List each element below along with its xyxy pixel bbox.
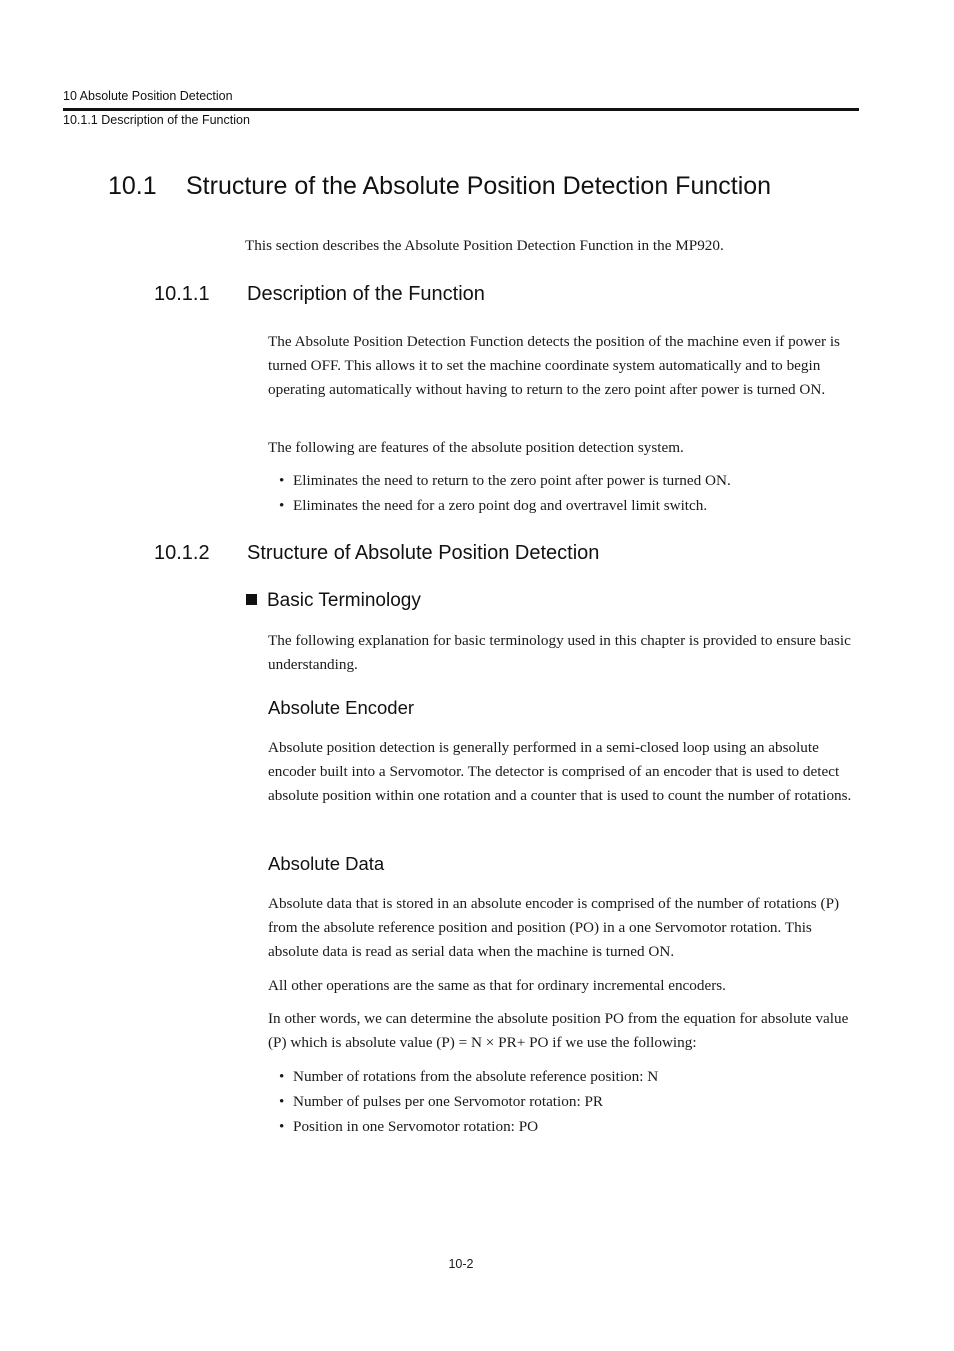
features-intro: The following are features of the absolute position detection system. bbox=[268, 439, 684, 456]
subsection-title-1: Description of the Function bbox=[247, 283, 485, 305]
subsection-number-1: 10.1.1 bbox=[154, 283, 210, 305]
equation-terms-list bbox=[279, 1064, 658, 1139]
subsection-heading-2 bbox=[154, 542, 599, 565]
absolute-data-paragraph-1: Absolute data that is stored in an absolute encoder is comprised of the number of rotations (P) from the absolute reference position and position (PO) in a one Servomotor rotation. This absolute data is read as serial data when the machine is turned ON. bbox=[268, 895, 840, 960]
square-bullet-icon bbox=[246, 594, 257, 605]
basic-terminology-heading: Basic Terminology bbox=[246, 590, 421, 612]
description-paragraph: The Absolute Position Detection Function detects the position of the machine even if power is turned OFF. This allows it to set the machine coordinate system automatically and to begin operating automatically without having to return to the zero point after power is turned ON. bbox=[268, 333, 840, 398]
subsection-number-2: 10.1.2 bbox=[154, 542, 210, 564]
absolute-data-heading: Absolute Data bbox=[268, 853, 385, 874]
running-header-section: 10.1.1 Description of the Function bbox=[63, 113, 250, 127]
header-rule bbox=[63, 108, 859, 111]
subsection-heading-1 bbox=[154, 283, 485, 306]
subsection-title-2: Structure of Absolute Position Detection bbox=[247, 542, 600, 564]
list-item: • Eliminates the need for a zero point dog and overtravel limit switch. bbox=[279, 497, 708, 514]
list-item: • Eliminates the need to return to the zero point after power is turned ON. bbox=[279, 472, 731, 489]
basic-terminology-paragraph: The following explanation for basic terminology used in this chapter is provided to ensure basic understanding. bbox=[268, 632, 851, 673]
absolute-data-paragraph-2: All other operations are the same as that for ordinary incremental encoders. bbox=[268, 977, 726, 994]
section-number: 10.1 bbox=[108, 172, 157, 200]
section-title: Structure of the Absolute Position Detection Function bbox=[186, 172, 772, 200]
section-intro: This section describes the Absolute Position Detection Function in the MP920. bbox=[245, 237, 724, 254]
list-item: • Position in one Servomotor rotation: PO bbox=[279, 1118, 539, 1135]
absolute-encoder-heading: Absolute Encoder bbox=[268, 697, 415, 718]
section-heading bbox=[108, 172, 771, 201]
absolute-data-paragraph-3: In other words, we can determine the absolute position PO from the equation for absolute value (P) which is absolute value (P) = N × PR+ PO if we use the following: bbox=[268, 1010, 849, 1051]
features-list bbox=[279, 468, 731, 518]
page-number: 10-2 bbox=[448, 1257, 474, 1271]
absolute-encoder-paragraph: Absolute position detection is generally performed in a semi-closed loop using an absolute encoder built into a Servomotor. The detector is comprised of an encoder that is used to detect absolute position within one rotation and a counter that is used to count the number of rotations. bbox=[268, 739, 852, 804]
running-header-chapter: 10 Absolute Position Detection bbox=[63, 89, 233, 103]
list-item: • Number of rotations from the absolute reference position: N bbox=[279, 1068, 659, 1085]
list-item: • Number of pulses per one Servomotor rotation: PR bbox=[279, 1093, 604, 1110]
